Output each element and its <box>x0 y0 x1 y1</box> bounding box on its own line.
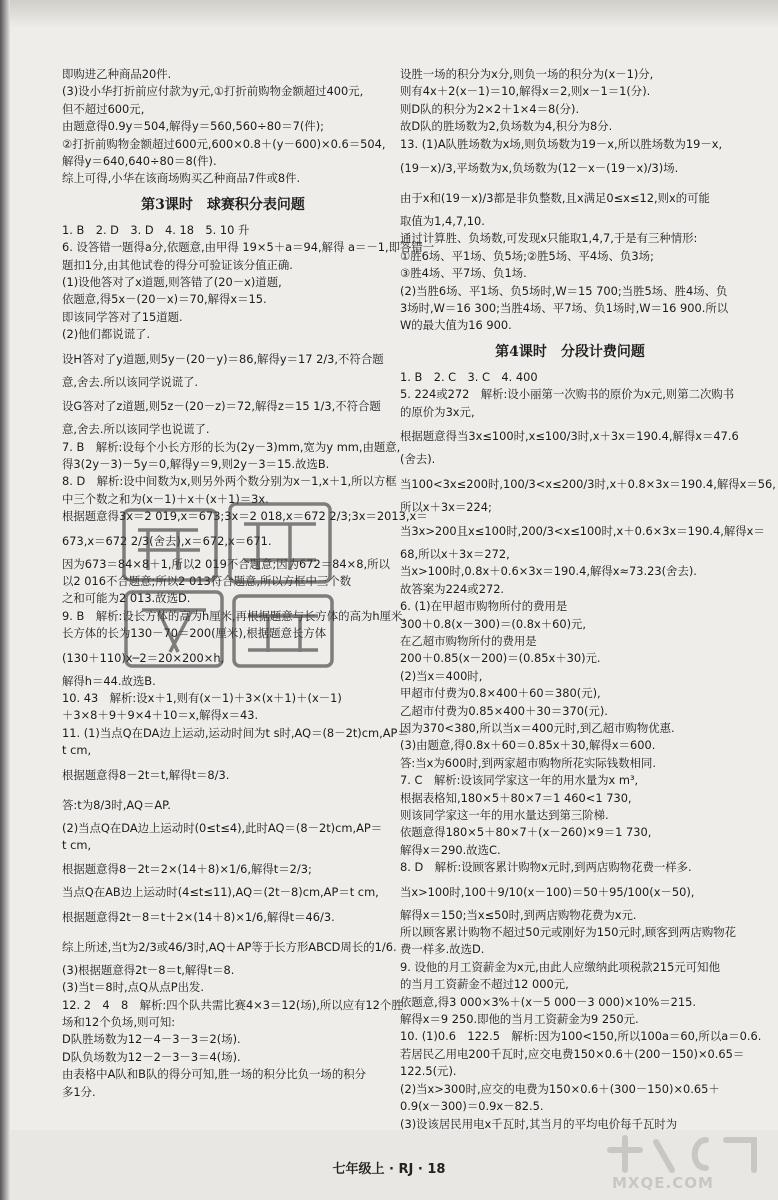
text-line: 解得x＝150;当x≤50时,到两店购物花费为x元. <box>400 907 637 922</box>
text-line: D队胜场数为12－4－3－3＝2(场). <box>62 1032 241 1047</box>
text-line: 则该同学家这一年的用水量达到第三阶梯. <box>400 808 609 822</box>
text-line: 当100<3x≤200时,100/3<x≤200/3时,x＋0.8×3x＝190.4,解得x＝56, <box>400 476 776 491</box>
text-line: ②打折前购物金额超过600元,600×0.8＋(y－600)×0.6＝504, <box>62 136 386 151</box>
text-line: 乙超市付费为0.85×400＋30＝370(元). <box>400 703 608 718</box>
text-line: 则有4x＋2(x－1)＝10,解得x＝2,则x－1＝1(分). <box>400 84 651 99</box>
text-line: 费一样多.故选D. <box>400 942 485 957</box>
text-line: 意,舍去.所以该同学说谎了. <box>62 374 199 389</box>
text-line: 在乙超市购物所付的费用是 <box>400 633 537 648</box>
text-line: 根据题意得当3x≤100时,x≤100/3时,x＋3x＝190.4,解得x＝47.6 <box>400 429 739 444</box>
text-line: 9. 设他的月工资薪金为x元,由此人应缴纳此项税款215元可知他 <box>400 959 720 974</box>
text-line: 则D队的积分为2×2＋1×4＝8(分). <box>400 101 580 116</box>
text-line: 3场时,W＝16 300;当胜4场、平7场、负1场时,W＝16 900.所以 <box>400 301 729 316</box>
text-line: (19－x)/3,平场数为x,负场数为(12－x－(19－x)/3)场. <box>400 161 679 176</box>
text-line: 所以顾客累计购物不超过50元或刚好为150元时,顾客到两店购物花 <box>400 925 737 940</box>
text-line: 13. (1)A队胜场数为x场,则负场数为19－x,所以胜场数为19－x, <box>400 136 723 151</box>
text-line: (舍去). <box>400 452 436 467</box>
text-line: 答:当x为600时,到两家超市购物所花实际钱数相同. <box>400 755 656 770</box>
text-line: (2)当胜6场、平1场、负5场时,W＝15 700;当胜5场、胜4场、负 <box>400 283 728 298</box>
text-line: 答:t为8/3时,AQ＝AP. <box>62 797 171 812</box>
right-column <box>400 66 776 1133</box>
text-line: 解得y＝640,640÷80＝8(件). <box>62 154 217 169</box>
text-line: 题扣1分,由其他试卷的得分可验证该分值正确. <box>62 257 293 272</box>
text-line: (1)设他答对了x道题,则答错了(20－x)道题, <box>62 275 282 290</box>
text-line: 8. D 解析:设中间数为x,则另外两个数分别为x－1,x＋1,所以方框 <box>62 474 397 489</box>
text-line: 6. 设答错一题得a分,依题意,由甲得 19×5＋a＝94,解得 a＝－1,即答错一 <box>62 240 435 255</box>
section-heading: 第3课时 球赛积分表问题 <box>141 196 305 213</box>
text-line: 673,x＝672 2/3(舍去),x＝672,x＝671. <box>62 533 272 548</box>
text-line: 的当月工资薪金不超过12 000元, <box>400 977 569 992</box>
text-line: 之和可能为2 013.故选D. <box>62 591 191 606</box>
text-line: 若居民乙用电200千瓦时,应交电费150×0.6＋(200－150)×0.65＝ <box>400 1046 745 1061</box>
text-line: 以2 016不合题意;所以2 013符合题意,所以方框中三个数 <box>62 573 352 588</box>
text-line: 依题意得180×5＋80×7＋(x－260)×9＝1 730, <box>400 825 652 840</box>
text-line: 意,舍去.所以该同学也说谎了. <box>62 422 210 437</box>
text-line: 68,所以x＋3x＝272, <box>400 546 510 561</box>
text-line: 的原价为3x元, <box>400 404 475 419</box>
text-line: 场和12个负场,则可知: <box>62 1015 176 1030</box>
text-line: (3)设该居民用电x千瓦时,其当月的平均电价每千瓦时为 <box>400 1116 678 1131</box>
text-line: 由题意得0.9y＝504,解得y＝560,560÷80＝7(件); <box>62 119 324 134</box>
text-line: 6. (1)在甲超市购物所付的费用是 <box>400 599 568 614</box>
text-line: (3)设小华打折前应付款为y元,①打折前购物金额超过400元, <box>62 84 364 99</box>
text-line: 甲超市付费为0.8×400＋60＝380(元), <box>400 686 601 701</box>
text-line: 由表格中A队和B队的得分可知,胜一场的积分比负一场的积分 <box>62 1067 366 1082</box>
text-line: 依题意,得5x－(20－x)＝70,解得x＝15. <box>62 292 267 307</box>
text-line: t cm, <box>62 743 92 758</box>
text-line: 长方体的长为130－70＝200(厘米),根据题意长方体 <box>62 626 327 641</box>
text-line: 故D队的胜场数为2,负场数为4,积分为8分. <box>400 119 613 134</box>
text-line: 10. 43 解析:设x＋1,则有(x－1)＋3×(x＋1)＋(x－1) <box>62 690 342 705</box>
text-line: 7. C 解析:设该同学家这一年的用水量为x m³, <box>400 773 639 788</box>
text-line: 当点Q在AB边上运动时(4≤t≤11),AQ＝(2t－8)cm,AP＝t cm, <box>62 885 379 900</box>
text-line: 得3(2y－3)－5y＝0,解得y＝9,则2y－3＝15.故选B. <box>62 456 330 471</box>
text-line: ③胜4场、平7场、负1场. <box>400 266 527 281</box>
text-line: 综上可得,小华在该商场购买乙种商品7件或8件. <box>62 171 301 186</box>
text-line: 所以x＋3x＝224; <box>400 499 492 514</box>
text-line: (2)当x＝400时, <box>400 668 483 683</box>
text-line: 12. 2 4 8 解析:四个队共需比赛4×3＝12(场),所以应有12个胜 <box>62 997 403 1012</box>
text-line: 由于x和(19－x)/3都是非负整数,且x满足0≤x≤12,则x的可能 <box>400 191 710 206</box>
top-scan-edge <box>10 0 778 28</box>
text-line: 中三个数之和为(x－1)＋x＋(x＋1)＝3x. <box>62 491 269 506</box>
watermark-text: MXQE.COM <box>612 1174 714 1192</box>
text-line: 设胜一场的积分为x分,则负一场的积分为(x－1)分, <box>400 67 654 81</box>
text-line: 即购进乙种商品20件. <box>62 67 172 81</box>
text-line: 但不超过600元, <box>62 101 145 116</box>
book-spine-shadow <box>0 0 10 1200</box>
text-line: 1. B 2. C 3. C 4. 400 <box>400 369 538 384</box>
text-line: 1. B 2. D 3. D 4. 18 5. 10 升 <box>62 222 250 237</box>
text-line: (2)当x>300时,应交的电费为150×0.6＋(300－150)×0.65＋ <box>400 1081 720 1096</box>
text-line: (3)当t＝8时,点Q从点P出发. <box>62 980 205 995</box>
text-line: 当3x>200且x≤100时,200/3<x≤100时,x＋0.6×3x＝190.4,解得x＝ <box>400 523 765 538</box>
text-line: 122.5(元). <box>400 1064 457 1079</box>
text-line: 即该同学答对了15道题. <box>62 309 183 324</box>
text-line: 7. B 解析:设每个小长方形的长为(2y－3)mm,宽为y mm,由题意, <box>62 439 401 454</box>
section-heading: 第4课时 分段计费问题 <box>495 343 645 360</box>
text-line: 解得h＝44.故选B. <box>62 673 156 688</box>
text-line: 0.9(x－300)＝0.9x－82.5. <box>400 1099 544 1114</box>
text-line: 因为673＝84×8＋1,所以2 019不合题意;因为672＝84×8,所以 <box>62 556 390 571</box>
text-line: 解得x＝9 250.即他的当月工资薪金为9 250元. <box>400 1012 639 1027</box>
text-line: 当x>100时,100＋9/10(x－100)＝50＋95/100(x－50), <box>400 884 695 899</box>
text-line: 300＋0.8(x－300)＝(0.8x＋60)元, <box>400 616 587 631</box>
text-line: 取值为1,4,7,10. <box>400 214 485 229</box>
text-line: 根据题意得3x＝2 019,x＝673;3x＝2 018,x＝672 2/3;3x＝2013,x＝ <box>62 509 428 524</box>
text-line: t cm, <box>62 838 92 852</box>
text-line: ＋3×8＋9＋9×4＋10＝x,解得x＝43. <box>62 708 259 723</box>
stamp-logo-icon <box>118 500 340 674</box>
text-line: (2)他们都说谎了. <box>62 327 151 342</box>
text-line: 综上所述,当t为2/3或46/3时,AQ＋AP等于长方形ABCD周长的1/6. <box>62 939 397 954</box>
text-line: ①胜6场、平1场、负5场;②胜5场、平4场、负3场; <box>400 248 654 263</box>
page-footer: 七年级上 · RJ · 18 <box>332 1162 446 1177</box>
text-line: 8. D 解析:设顾客累计购物x元时,到两店购物花费一样多. <box>400 860 692 875</box>
text-line: 11. (1)当点Q在DA边上运动,运动时间为t s时,AQ＝(8－2t)cm,AP＝ <box>62 725 409 740</box>
text-line: (3)根据题意得2t－8＝t,解得t＝8. <box>62 962 235 977</box>
text-line: (2)当点Q在DA边上运动时(0≤t≤4),此时AQ＝(8－2t)cm,AP＝ <box>62 820 383 835</box>
text-line: D队负场数为12－2－3－3＝4(场). <box>62 1049 241 1064</box>
text-line: 9. B 解析:设长方体的高为h厘米,再根据题意与长方体的高为h厘米, <box>62 608 406 623</box>
text-line: 根据题意得8－2t＝t,解得t＝8/3. <box>62 767 230 782</box>
text-line: 依题意,得3 000×3%＋(x－5 000－3 000)×10%＝215. <box>400 994 697 1009</box>
text-line: 200＋0.85(x－200)＝(0.85x＋30)元. <box>400 651 601 666</box>
text-line: 5. 224或272 解析:设小丽第一次购书的原价为x元,则第二次购书 <box>400 387 735 402</box>
text-line: 通过计算胜、负场数,可发现x只能取1,4,7,于是有三种情形: <box>400 231 698 246</box>
text-line: 故答案为224或272. <box>400 581 505 596</box>
text-line: (3)由题意,得0.8x＋60＝0.85x＋30,解得x＝600. <box>400 738 656 753</box>
text-line: (130＋110)x─2＝20×200×h, <box>62 650 225 665</box>
text-line: 设H答对了y道题,则5y－(20－y)＝86,解得y＝17 2/3,不符合题 <box>62 351 384 366</box>
text-line: 设G答对了z道题,则5z－(20－z)＝72,解得z＝15 1/3,不符合题 <box>62 399 381 414</box>
text-line: W的最大值为16 900. <box>400 318 512 333</box>
text-line: 根据题意得8－2t＝2×(14＋8)×1/6,解得t＝2/3; <box>62 862 312 877</box>
text-line: 多1分. <box>62 1084 96 1099</box>
text-line: 解得x＝290.故选C. <box>400 842 501 857</box>
text-line: 根据题意得2t－8＝t＋2×(14＋8)×1/6,解得t＝46/3. <box>62 909 335 924</box>
text-line: 10. (1)0.6 122.5 解析:因为100<150,所以100a＝60,所以a＝0.6. <box>400 1029 762 1044</box>
text-line: 因为370<380,所以当x＝400元时,到乙超市购物优惠. <box>400 720 675 735</box>
text-line: 根据表格知,180×5＋80×7＝1 460<1 730, <box>400 790 632 805</box>
text-line: 当x>100时,0.8x＋0.6×3x＝190.4,解得x≈73.23(舍去). <box>400 564 697 579</box>
